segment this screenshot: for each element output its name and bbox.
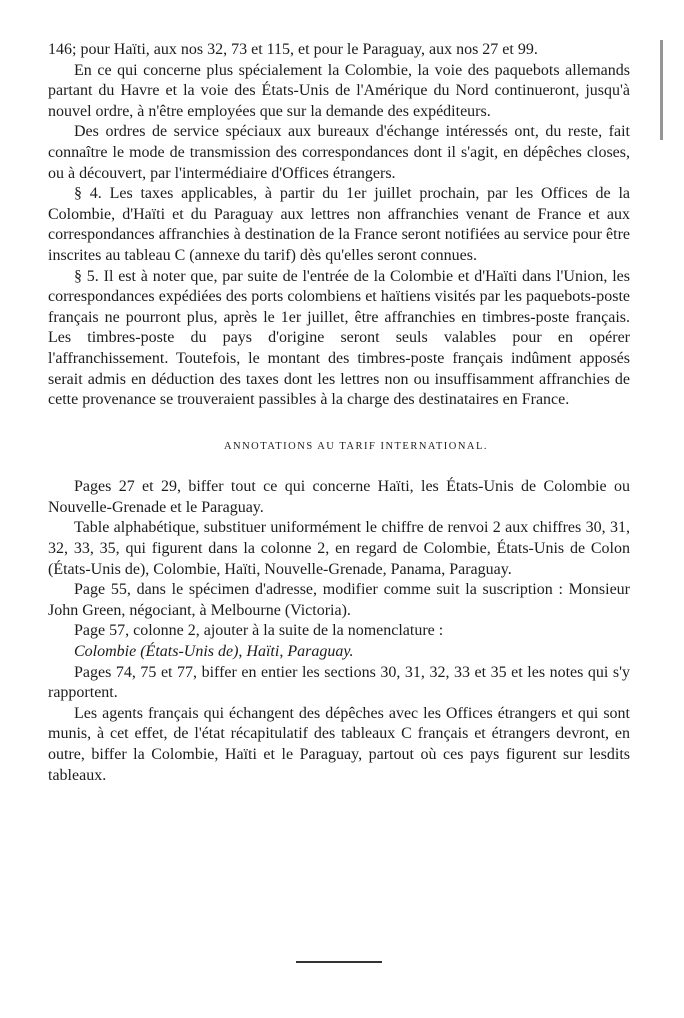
paragraph-continuation: 146; pour Haïti, aux nos 32, 73 et 115, et pour le Paraguay, aux nos 27 et 99. <box>48 41 538 58</box>
section-heading: ANNOTATIONS AU TARIF INTERNATIONAL. <box>223 440 489 452</box>
closing-rule <box>296 961 382 963</box>
annotation-page-57-list: Colombie (États-Unis de), Haïti, Paraguay. <box>74 643 354 661</box>
paragraph-colombie-route: En ce qui concerne plus spécialement la Colombie, la voie des paquebots allemands partant du Havre et la voie des États-Unis de l'Amérique du Nord continueront, jusqu'à nouvel ordre, à n'être employées que sur la demande des expéditeurs. <box>48 61 630 120</box>
annotation-agents: Les agents français qui échangent des dépêches avec les Offices étrangers et qui sont munis, à cet effet, de l'état récapitulatif des tableaux C français et étrangers devront, en outre, biffer la Colombie, Haïti et le Paraguay, partout où ces pays figurent sur lesdits tableaux. <box>48 704 630 784</box>
annotation-page-57: Page 57, colonne 2, ajouter à la suite de la nomenclature : <box>74 622 444 640</box>
annotation-page-55: Page 55, dans le spécimen d'adresse, modifier comme suit la suscription : Monsieur John Green, négociant, à Melbourne (Victoria). <box>48 581 630 619</box>
scan-edge-mark <box>660 40 663 140</box>
paragraph-service-orders: Des ordres de service spéciaux aux bureaux d'échange intéressés ont, du reste, fait connaître le mode de transmission des correspondances dont il s'agit, en dépêches closes, ou à découvert, par l'intermédiaire d'Offices étrangers. <box>48 123 630 182</box>
paragraph-section-4: § 4. Les taxes applicables, à partir du 1er juillet prochain, par les Offices de la Colombie, d'Haïti et du Paraguay aux lettres non affranchies venant de France et aux correspondances affranchies à destination de la France seront notifiées au service pour être inscrites au tableau C (annexe du tarif) dès qu'elles seront connues. <box>48 185 630 264</box>
annotation-table-alphabetique: Table alphabétique, substituer uniformément le chiffre de renvoi 2 aux chiffres 30, 31, 32, 33, 35, qui figurent dans la colonne 2, en regard de Colombie, États-Unis de Colon (États-Unis de), Colombie, Haïti, Nouvelle-Grenade, Panama, Paraguay. <box>48 519 630 578</box>
document-body <box>48 40 630 786</box>
annotation-pages-74-77: Pages 74, 75 et 77, biffer en entier les sections 30, 31, 32, 33 et 35 et les notes qui s'y rapportent. <box>48 663 630 702</box>
paragraph-section-5: § 5. Il est à noter que, par suite de l'entrée de la Colombie et d'Haïti dans l'Union, les correspondances expédiées des ports colombiens et haïtiens visités par les paquebots-poste français ne pourront plus, après le 1er juillet, être affranchies en timbres-poste français. Les timbres-poste du pays d'origine seront seuls valables pour en opérer l'affranchissement. Toutefois, le montant des timbres-poste français indûment apposés serait admis en déduction des taxes dont les lettres non ou insuffisamment affranchies de cette provenance se trouveraient passibles à la charge des destinataires en France. <box>48 267 630 409</box>
annotation-pages-27-29: Pages 27 et 29, biffer tout ce qui concerne Haïti, les États-Unis de Colombie ou Nouvelle-Grenade et le Paraguay. <box>48 478 630 516</box>
